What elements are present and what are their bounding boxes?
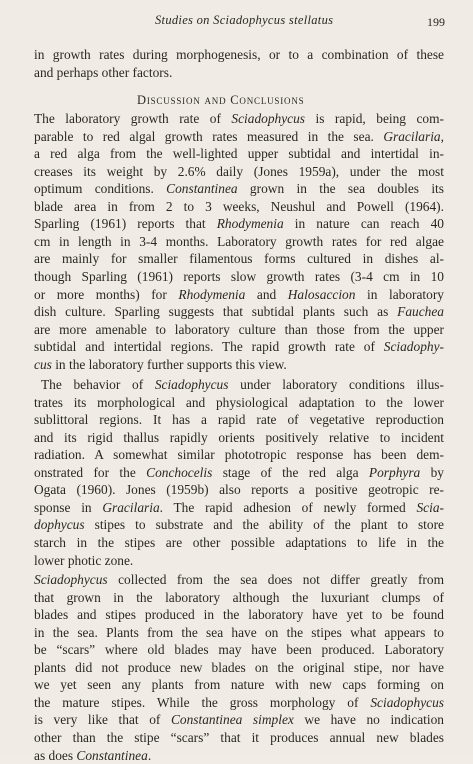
text-line: other than the stipe “scars” that it produces annual new blades bbox=[34, 729, 444, 747]
text-line: and its rigid thallus rapidly orients positively relative to incident bbox=[34, 429, 444, 447]
text-line: are mainly for smaller filamentous forms cultured in dishes al- bbox=[34, 250, 444, 268]
text-line: dophycus stipes to substrate and the ability of the plant to store bbox=[34, 516, 444, 534]
text-line: sponse in Gracilaria. The rapid adhesion of newly formed Scia- bbox=[34, 499, 444, 517]
text-line: The behavior of Sciadophycus under laboratory conditions illus- bbox=[41, 376, 444, 394]
text-line: be “scars” where old blades may have been produced. Laboratory bbox=[34, 641, 444, 659]
text-line: and perhaps other factors. bbox=[34, 64, 444, 82]
text-line: starch in the stipes are other possible adaptations to life in the bbox=[34, 534, 444, 552]
text-line: radiation. A somewhat similar phototropic response has been dem- bbox=[34, 446, 444, 464]
text-line: blades and stipes produced in the laboratory have yet to be found bbox=[34, 606, 444, 624]
text-line: optimum conditions. Constantinea grown in the sea doubles its bbox=[34, 180, 444, 198]
text-line: dish culture. Sparling suggests that subtidal plants such as Fauchea bbox=[34, 303, 444, 321]
text-line: lower photic zone. bbox=[34, 552, 444, 570]
text-line: we yet seen any plants from nature with new caps forming on bbox=[34, 676, 444, 694]
text-line: subtidal and intertidal regions. The rapid growth rate of Sciadophy- bbox=[34, 338, 444, 356]
text-line: the mature stipes. While the gross morphology of Sciadophycus bbox=[34, 694, 444, 712]
text-line: plants did not produce new blades on the original stipe, nor have bbox=[34, 659, 444, 677]
text-line: cus in the laboratory further supports this view. bbox=[34, 356, 444, 374]
text-line: in the sea. Plants from the sea have on the stipes what appears to bbox=[34, 624, 444, 642]
text-line: that grown in the laboratory although the luxuriant clumps of bbox=[34, 589, 444, 607]
page-number: 199 bbox=[427, 15, 445, 30]
text-line: or more months) for Rhodymenia and Halosaccion in laboratory bbox=[34, 286, 444, 304]
text-line: sublittoral regions. It has a rapid rate of vegetative reproduction bbox=[34, 411, 444, 429]
text-line: is very like that of Constantinea simplex we have no indication bbox=[34, 711, 444, 729]
text-line: trates its morphological and physiological adaptation to the lower bbox=[34, 394, 444, 412]
text-line: blade area in from 2 to 3 weeks, Neushul and Powell (1964). bbox=[34, 198, 444, 216]
text-line: creases its weight by 2.6% daily (Jones 1959a), under the most bbox=[34, 163, 444, 181]
text-line: a red alga from the well-lighted upper subtidal and intertidal in- bbox=[34, 145, 444, 163]
text-line: parable to red algal growth rates measured in the sea. Gracilaria, bbox=[34, 128, 444, 146]
text-line: are more amenable to laboratory culture than those from the upper bbox=[34, 321, 444, 339]
text-line: Sciadophycus collected from the sea does not differ greatly from bbox=[34, 571, 444, 589]
text-line: in growth rates during morphogenesis, or to a combination of these bbox=[34, 46, 444, 64]
running-title: Studies on Sciadophycus stellatus bbox=[155, 13, 333, 28]
text-line: as does Constantinea. bbox=[34, 747, 444, 764]
section-heading: Discussion and Conclusions bbox=[137, 93, 304, 108]
text-line: Ogata (1960). Jones (1959b) also reports a positive geotropic re- bbox=[34, 481, 444, 499]
text-line: cm in length in 3-4 months. Laboratory growth rates for red algae bbox=[34, 233, 444, 251]
text-line: Sparling (1961) reports that Rhodymenia in nature can reach 40 bbox=[34, 215, 444, 233]
text-line: The laboratory growth rate of Sciadophycus is rapid, being com- bbox=[34, 110, 444, 128]
text-line: onstrated for the Conchocelis stage of the red alga Porphyra by bbox=[34, 464, 444, 482]
text-line: though Sparling (1961) reports slow growth rates (3-4 cm in 10 bbox=[34, 268, 444, 286]
